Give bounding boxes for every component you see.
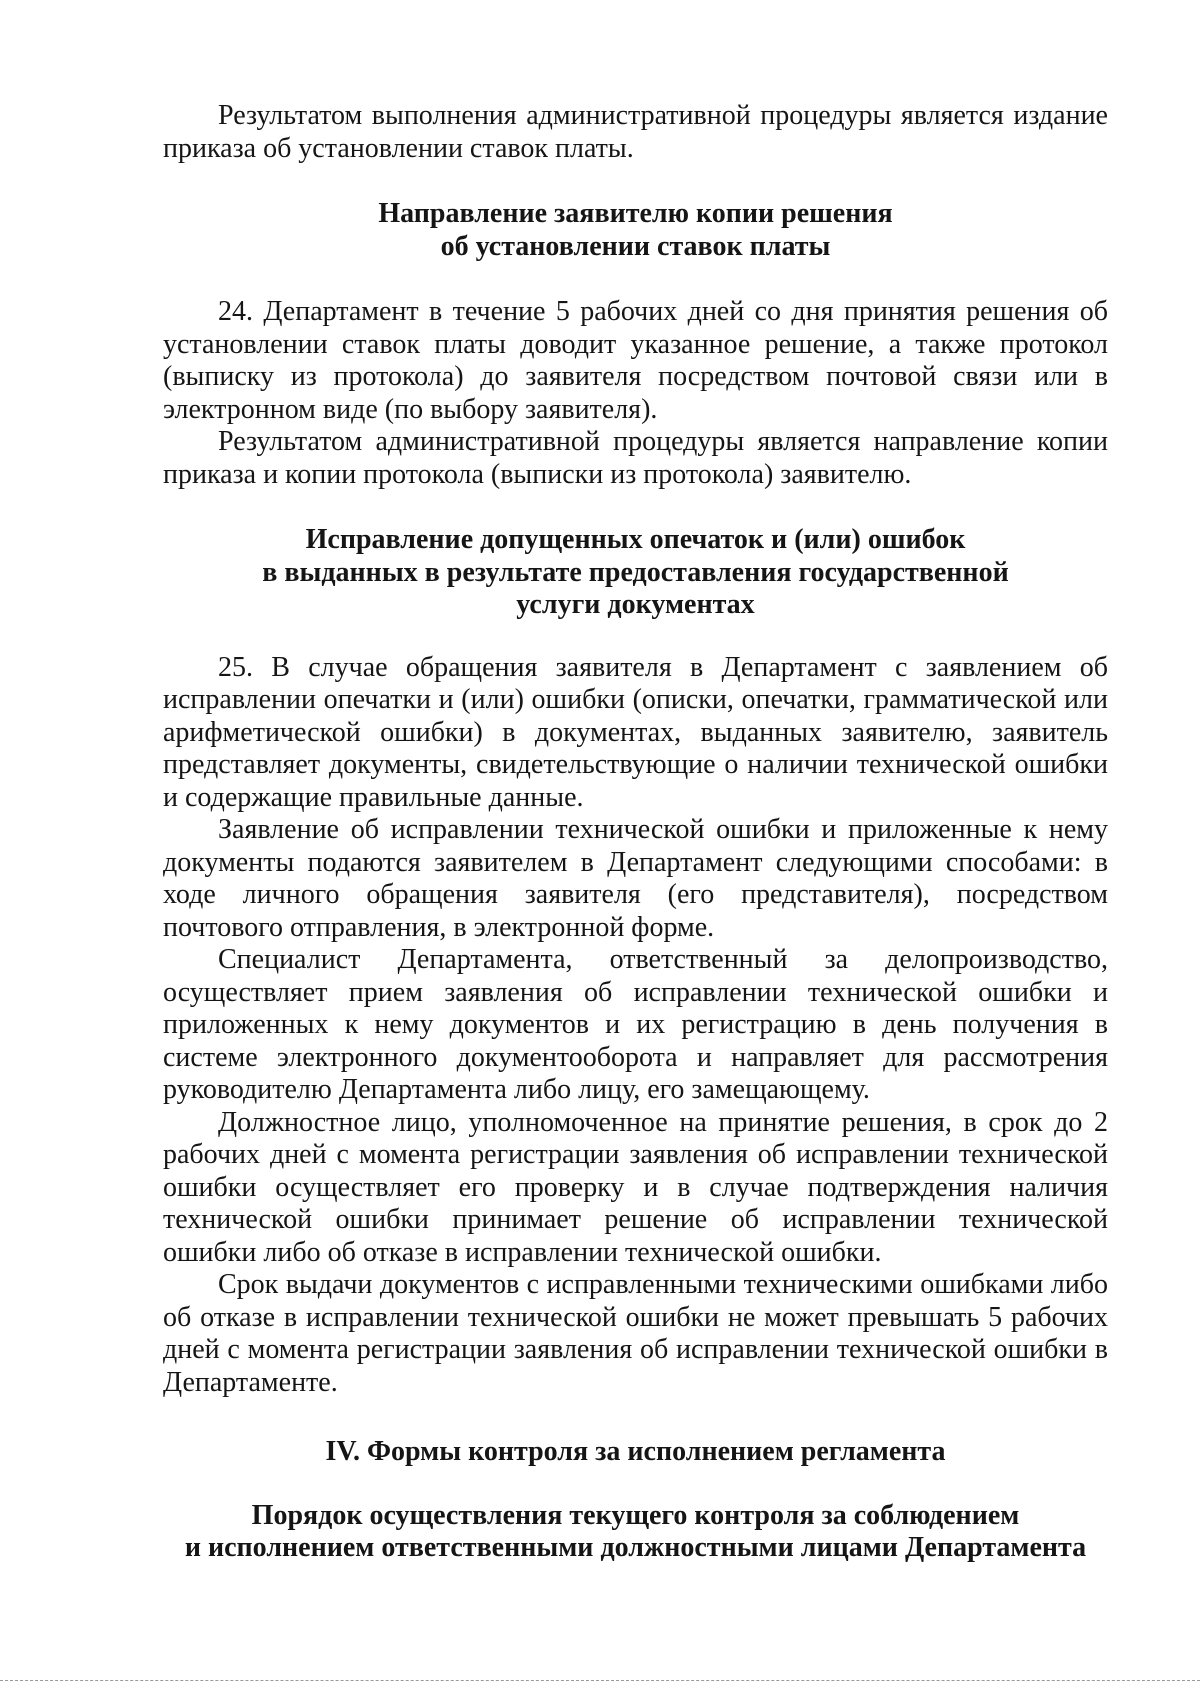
heading-line: Порядок осуществления текущего контроля за соблюдением	[251, 1499, 1020, 1531]
heading-current-control	[163, 1500, 1108, 1565]
heading-line: Исправление допущенных опечаток и (или) ошибок	[305, 524, 966, 555]
paragraph-result-order: Результатом выполнения административной процедуры является издание приказа об установлении ставок платы.	[163, 100, 1108, 164]
paragraph-result-copy: Результатом административной процедуры является направление копии приказа и копии протокола (выписки из протокола) заявителю.	[163, 426, 1108, 490]
heading-line: и исполнением ответственными должностными лицами Департамента	[184, 1532, 1087, 1563]
paragraph-24: 24. Департамент в течение 5 рабочих дней со дня принятия решения об установлении ставок платы доводит указанное решение, а также протокол (выписку из протокола) до заявителя посредством почтовой связи или в электронном виде (по выбору заявителя).	[163, 296, 1108, 425]
heading-line: Направление заявителю копии решения	[378, 198, 893, 229]
heading-line: об установлении ставок платы	[440, 230, 831, 262]
heading-copy-decision	[163, 198, 1108, 263]
heading-line: в выданных в результате предоставления государственной	[262, 556, 1009, 588]
heading-line: услуги документах	[516, 589, 755, 620]
paragraph-official-review: Должностное лицо, уполномоченное на принятие решения, в срок до 2 рабочих дней с момента регистрации заявления об исправлении технической ошибки осуществляет его проверку и в случае подтверждения наличия технической ошибки принимает решение об исправлении технической ошибки либо об отказе в исправлении технической ошибки.	[163, 1106, 1108, 1268]
heading-corrections	[163, 524, 1108, 622]
document-page	[163, 100, 1108, 1565]
paragraph-25: 25. В случае обращения заявителя в Департамент с заявлением об исправлении опечатки и (или) ошибки (описки, опечатки, грамматической или арифметической ошибки) в документах, выданных заявителю, заявитель представляет документы, свидетельствующие о наличии технической ошибки и содержащие правильные данные.	[163, 651, 1108, 813]
paragraph-specialist-registration: Специалист Департамента, ответственный за делопроизводство, осуществляет прием заявления об исправлении технической ошибки и приложенных к нему документов и их регистрацию в день получения в системе электронного документооборота и направляет для рассмотрения руководителю Департамента либо лицу, его замещающему.	[163, 944, 1108, 1105]
paragraph-issue-deadline: Срок выдачи документов с исправленными техническими ошибками либо об отказе в исправлении технической ошибки не может превышать 5 рабочих дней с момента регистрации заявления об исправлении технической ошибки в Департаменте.	[163, 1269, 1108, 1398]
scan-bottom-edge	[0, 1680, 1200, 1681]
paragraph-submission-methods: Заявление об исправлении технической ошибки и приложенные к нему документы подаются заявителем в Департамент следующими способами: в ходе личного обращения заявителя (его представителя), посредством почтового отправления, в электронной форме.	[163, 814, 1108, 943]
heading-section-iv: IV. Формы контроля за исполнением регламента	[325, 1436, 946, 1467]
